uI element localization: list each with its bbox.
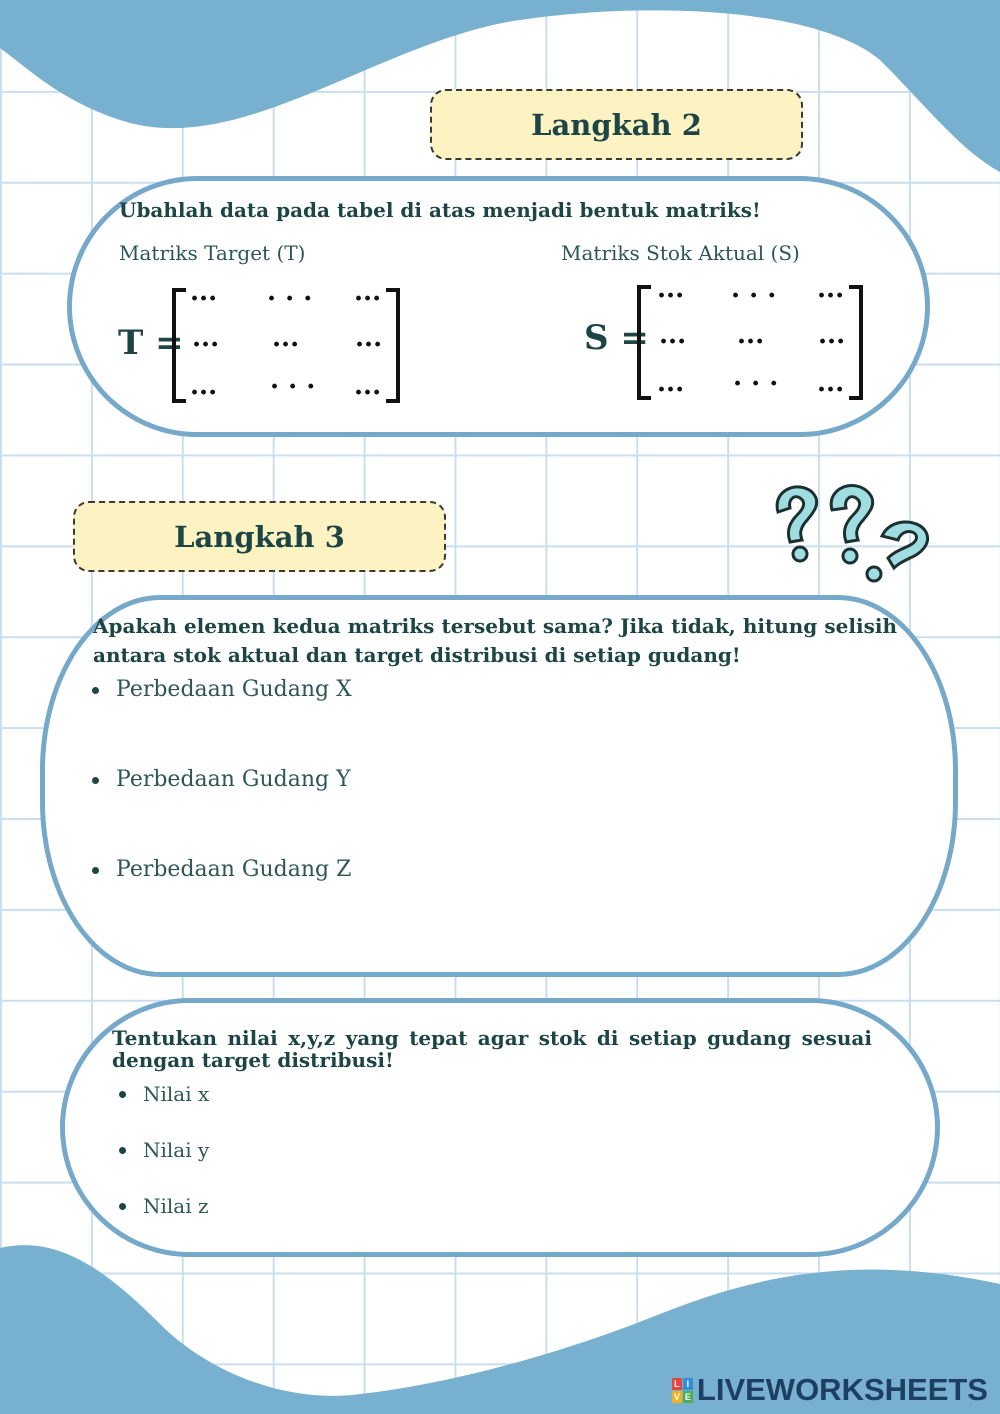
matrix-t-cell[interactable]: ··· — [190, 378, 218, 408]
matrix-s-cell[interactable]: ··· — [657, 375, 685, 405]
list-item: Perbedaan Gudang Y — [90, 767, 352, 792]
matrix-s-cell[interactable]: ··· — [659, 327, 687, 357]
matrix-t-cell[interactable]: · · · — [267, 284, 313, 314]
matrix-s-right-bracket — [849, 285, 863, 400]
matrix-t-cell[interactable]: ··· — [190, 284, 218, 314]
matrix-s-left-bracket — [637, 285, 651, 400]
matrix-s-cell[interactable]: ··· — [818, 327, 846, 357]
matrix-s-cell[interactable]: · · · — [731, 281, 777, 311]
matrix-t-cell[interactable]: ··· — [272, 330, 300, 360]
step4-instruction: Tentukan nilai x,y,z yang tepat agar stok di setiap gudang sesuai dengan target distribusi! — [112, 1026, 872, 1072]
step2-instruction: Ubahlah data pada tabel di atas menjadi bentuk matriks! — [119, 198, 761, 222]
matrix-t-cell[interactable]: · · · — [270, 372, 316, 402]
liveworksheets-logo[interactable] — [672, 1372, 988, 1408]
matrix-t — [172, 284, 400, 408]
liveworksheets-logo-icon: L I V E — [673, 1378, 691, 1402]
matrix-t-caption: Matriks Target (T) — [119, 241, 306, 265]
step3-title: Langkah 3 — [73, 501, 446, 572]
matrix-s-caption: Matriks Stok Aktual (S) — [561, 241, 800, 265]
matrix-s-cell[interactable]: ··· — [817, 281, 845, 311]
step2-title: Langkah 2 — [430, 89, 803, 160]
matrix-t-cell[interactable]: ··· — [354, 284, 382, 314]
matrix-s-cell[interactable]: · · · — [733, 369, 779, 399]
list-item: Nilai x — [117, 1082, 209, 1106]
matrix-s-cell[interactable]: ··· — [737, 327, 765, 357]
matrix-t-cell[interactable]: ··· — [355, 330, 383, 360]
brand-name: LIVEWORKSHEETS — [696, 1372, 988, 1407]
step3-question: Apakah elemen kedua matriks tersebut sama? Jika tidak, hitung selisih antara stok aktual dan target distribusi di setiap gudang! — [93, 614, 897, 667]
list-item: Perbedaan Gudang X — [90, 677, 352, 702]
list-item: Nilai y — [117, 1138, 209, 1162]
matrix-s — [637, 281, 863, 405]
matrix-s-cell[interactable]: ··· — [657, 281, 685, 311]
matrix-s-label: S = — [584, 318, 649, 358]
matrix-t-right-bracket — [386, 288, 400, 403]
question-marks-icon — [760, 470, 940, 590]
values-list — [117, 1082, 209, 1218]
matrix-s-cell[interactable]: ··· — [817, 375, 845, 405]
matrix-t-left-bracket — [172, 288, 186, 403]
difference-list — [90, 677, 352, 882]
list-item: Perbedaan Gudang Z — [90, 857, 352, 882]
matrix-t-label: T = — [118, 323, 184, 363]
list-item: Nilai z — [117, 1194, 209, 1218]
matrix-t-cell[interactable]: ··· — [354, 378, 382, 408]
matrix-t-cell[interactable]: ··· — [192, 330, 220, 360]
